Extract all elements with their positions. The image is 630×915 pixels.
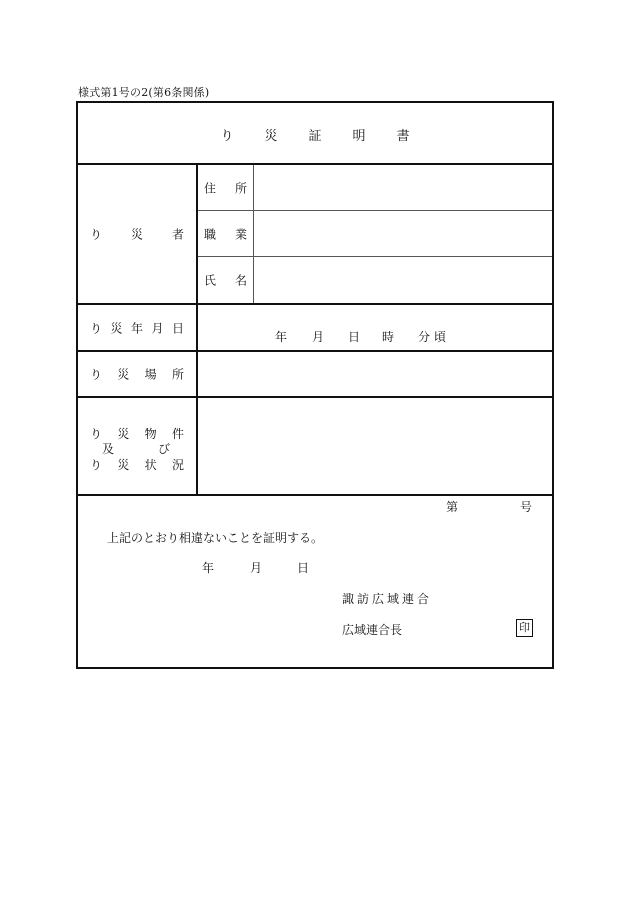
- address-field[interactable]: [258, 165, 552, 210]
- cert-year-unit: 年: [202, 561, 215, 575]
- month-unit: 月: [312, 329, 325, 344]
- disaster-date-label: り災年月日: [90, 321, 184, 335]
- property-label-line-3: り 災 状 況: [90, 458, 184, 472]
- occupation-label: 職 業: [204, 227, 247, 241]
- day-unit: 日: [348, 329, 361, 344]
- name-label: 氏 名: [204, 273, 247, 288]
- number-suffix: 号: [520, 500, 533, 514]
- year-unit: 年: [275, 329, 288, 344]
- seal-mark: 印: [516, 619, 533, 637]
- victim-section: [78, 165, 552, 305]
- occupation-label-cell: [198, 211, 254, 256]
- disaster-place-label-cell: [78, 352, 198, 396]
- cert-day-unit: 日: [297, 561, 310, 575]
- occupation-field[interactable]: [258, 211, 552, 256]
- organization-name: 諏訪広域連合: [342, 592, 433, 606]
- property-label-line-1: り 災 物 件: [90, 427, 184, 441]
- disaster-date-label-cell: [78, 305, 198, 350]
- certification-section: [78, 496, 552, 667]
- title-row: [78, 103, 552, 165]
- victim-label-cell: [78, 165, 198, 303]
- name-label-cell: [198, 257, 254, 303]
- disaster-date-row: [78, 305, 552, 352]
- name-row: [198, 257, 552, 303]
- document-title: り災証明書: [220, 129, 441, 144]
- disaster-place-field[interactable]: [200, 352, 552, 396]
- signer-title: 広域連合長: [342, 623, 403, 637]
- address-label: 住 所: [204, 181, 247, 195]
- property-label-cell: [78, 398, 198, 494]
- property-row: [78, 398, 552, 496]
- form-id: 様式第1号の2(第6条関係): [78, 86, 210, 99]
- property-field[interactable]: [200, 398, 552, 494]
- address-row: [198, 165, 552, 211]
- cert-month-unit: 月: [250, 561, 263, 575]
- occupation-row: [198, 211, 552, 257]
- certificate-frame: [76, 101, 554, 669]
- victim-label: り 災 者: [90, 227, 184, 242]
- address-label-cell: [198, 165, 254, 210]
- minute-unit: 分頃: [418, 329, 451, 344]
- disaster-place-label: り災場所: [90, 367, 184, 382]
- hour-unit: 時: [382, 329, 395, 344]
- number-prefix: 第: [446, 500, 459, 514]
- name-field[interactable]: [258, 257, 552, 303]
- disaster-place-row: [78, 352, 552, 398]
- victim-fields: [198, 165, 552, 303]
- property-label-line-2: 及 び: [102, 442, 170, 456]
- certification-statement: 上記のとおり相違ないことを証明する。: [107, 531, 324, 545]
